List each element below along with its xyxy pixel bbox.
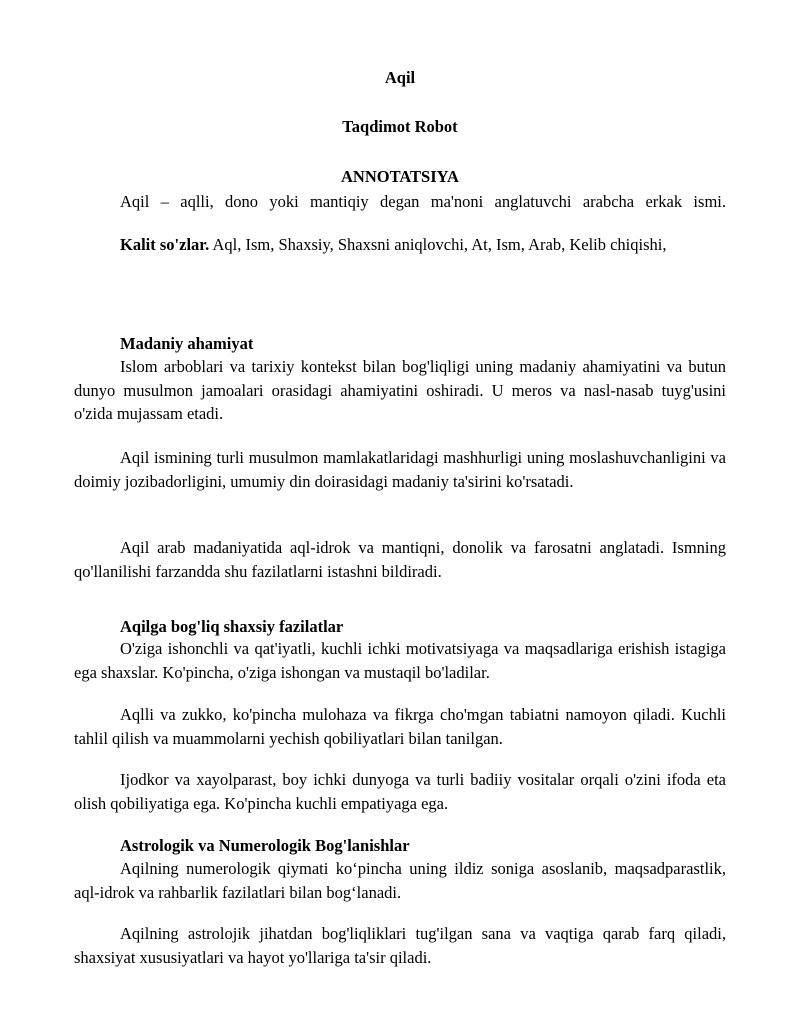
section-paragraph: Islom arboblari va tarixiy kontekst bilan bog'liqligi uning madaniy ahamiyatini va butun dunyo musulmon jamoalari orasidagi ahamiyatini oshiradi. U meros va nasl-nasab tuyg'usini o'zida mujassam etadi. <box>74 357 726 423</box>
keywords-text: Aql, Ism, Shaxsiy, Shaxsni aniqlovchi, At, Ism, Arab, Kelib chiqishi, <box>209 235 667 254</box>
annotation-paragraph: Aqil – aqlli, dono yoki mantiqiy degan ma'noni anglatuvchi arabcha erkak ismi. <box>120 192 726 211</box>
section-paragraph: Aqil ismining turli musulmon mamlakatlaridagi mashhurligi uning moslashuvchanligini va doimiy jozibadorligini, umumiy din doirasidagi madaniy ta'sirini ko'rsatadi. <box>74 448 726 491</box>
section-paragraph: Aqlli va zukko, ko'pincha mulohaza va fikrga cho'mgan tabiatni namoyon qiladi. Kuchli tahlil qilish va muammolarni yechish qobiliyatlari bilan tanilgan. <box>74 705 726 748</box>
annotation-heading: ANNOTATSIYA <box>341 167 459 186</box>
document-title: Aqil <box>384 68 416 87</box>
section-heading: Madaniy ahamiyat <box>120 334 254 353</box>
section-heading: Aqilga bog'liq shaxsiy fazilatlar <box>120 617 344 636</box>
section-paragraph: Aqil arab madaniyatida aql-idrok va mantiqni, donolik va farosatni anglatadi. Ismning qo'llanilishi farzandda shu fazilatlarni istashni bildiradi. <box>74 538 726 581</box>
section-heading: Astrologik va Numerologik Bog'lanishlar <box>120 836 410 855</box>
section-paragraph: Ijodkor va xayolparast, boy ichki dunyoga va turli badiiy vositalar orqali o'zini ifoda eta olish qobiliyatiga ega. Ko'pincha kuchli empatiyaga ega. <box>74 770 726 813</box>
section-paragraph: Aqilning astrolojik jihatdan bog'liqliklari tug'ilgan sana va vaqtiga qarab farq qiladi, shaxsiyat xususiyatlari va hayot yo'llariga ta'sir qiladi. <box>74 924 726 967</box>
keywords-paragraph <box>74 233 726 257</box>
section-paragraph: O'ziga ishonchli va qat'iyatli, kuchli ichki motivatsiyaga va maqsadlariga erishish istagiga ega shaxslar. Ko'pincha, o'ziga ishongan va mustaqil bo'ladilar. <box>74 639 726 682</box>
document-subtitle: Taqdimot Robot <box>342 117 458 136</box>
keywords-label: Kalit so'zlar. <box>120 235 210 254</box>
section-paragraph: Aqilning numerologik qiymati ko‘pincha uning ildiz soniga asoslanib, maqsadparastlik, aql-idrok va rahbarlik fazilatlari bilan bog‘lanadi. <box>74 859 726 902</box>
